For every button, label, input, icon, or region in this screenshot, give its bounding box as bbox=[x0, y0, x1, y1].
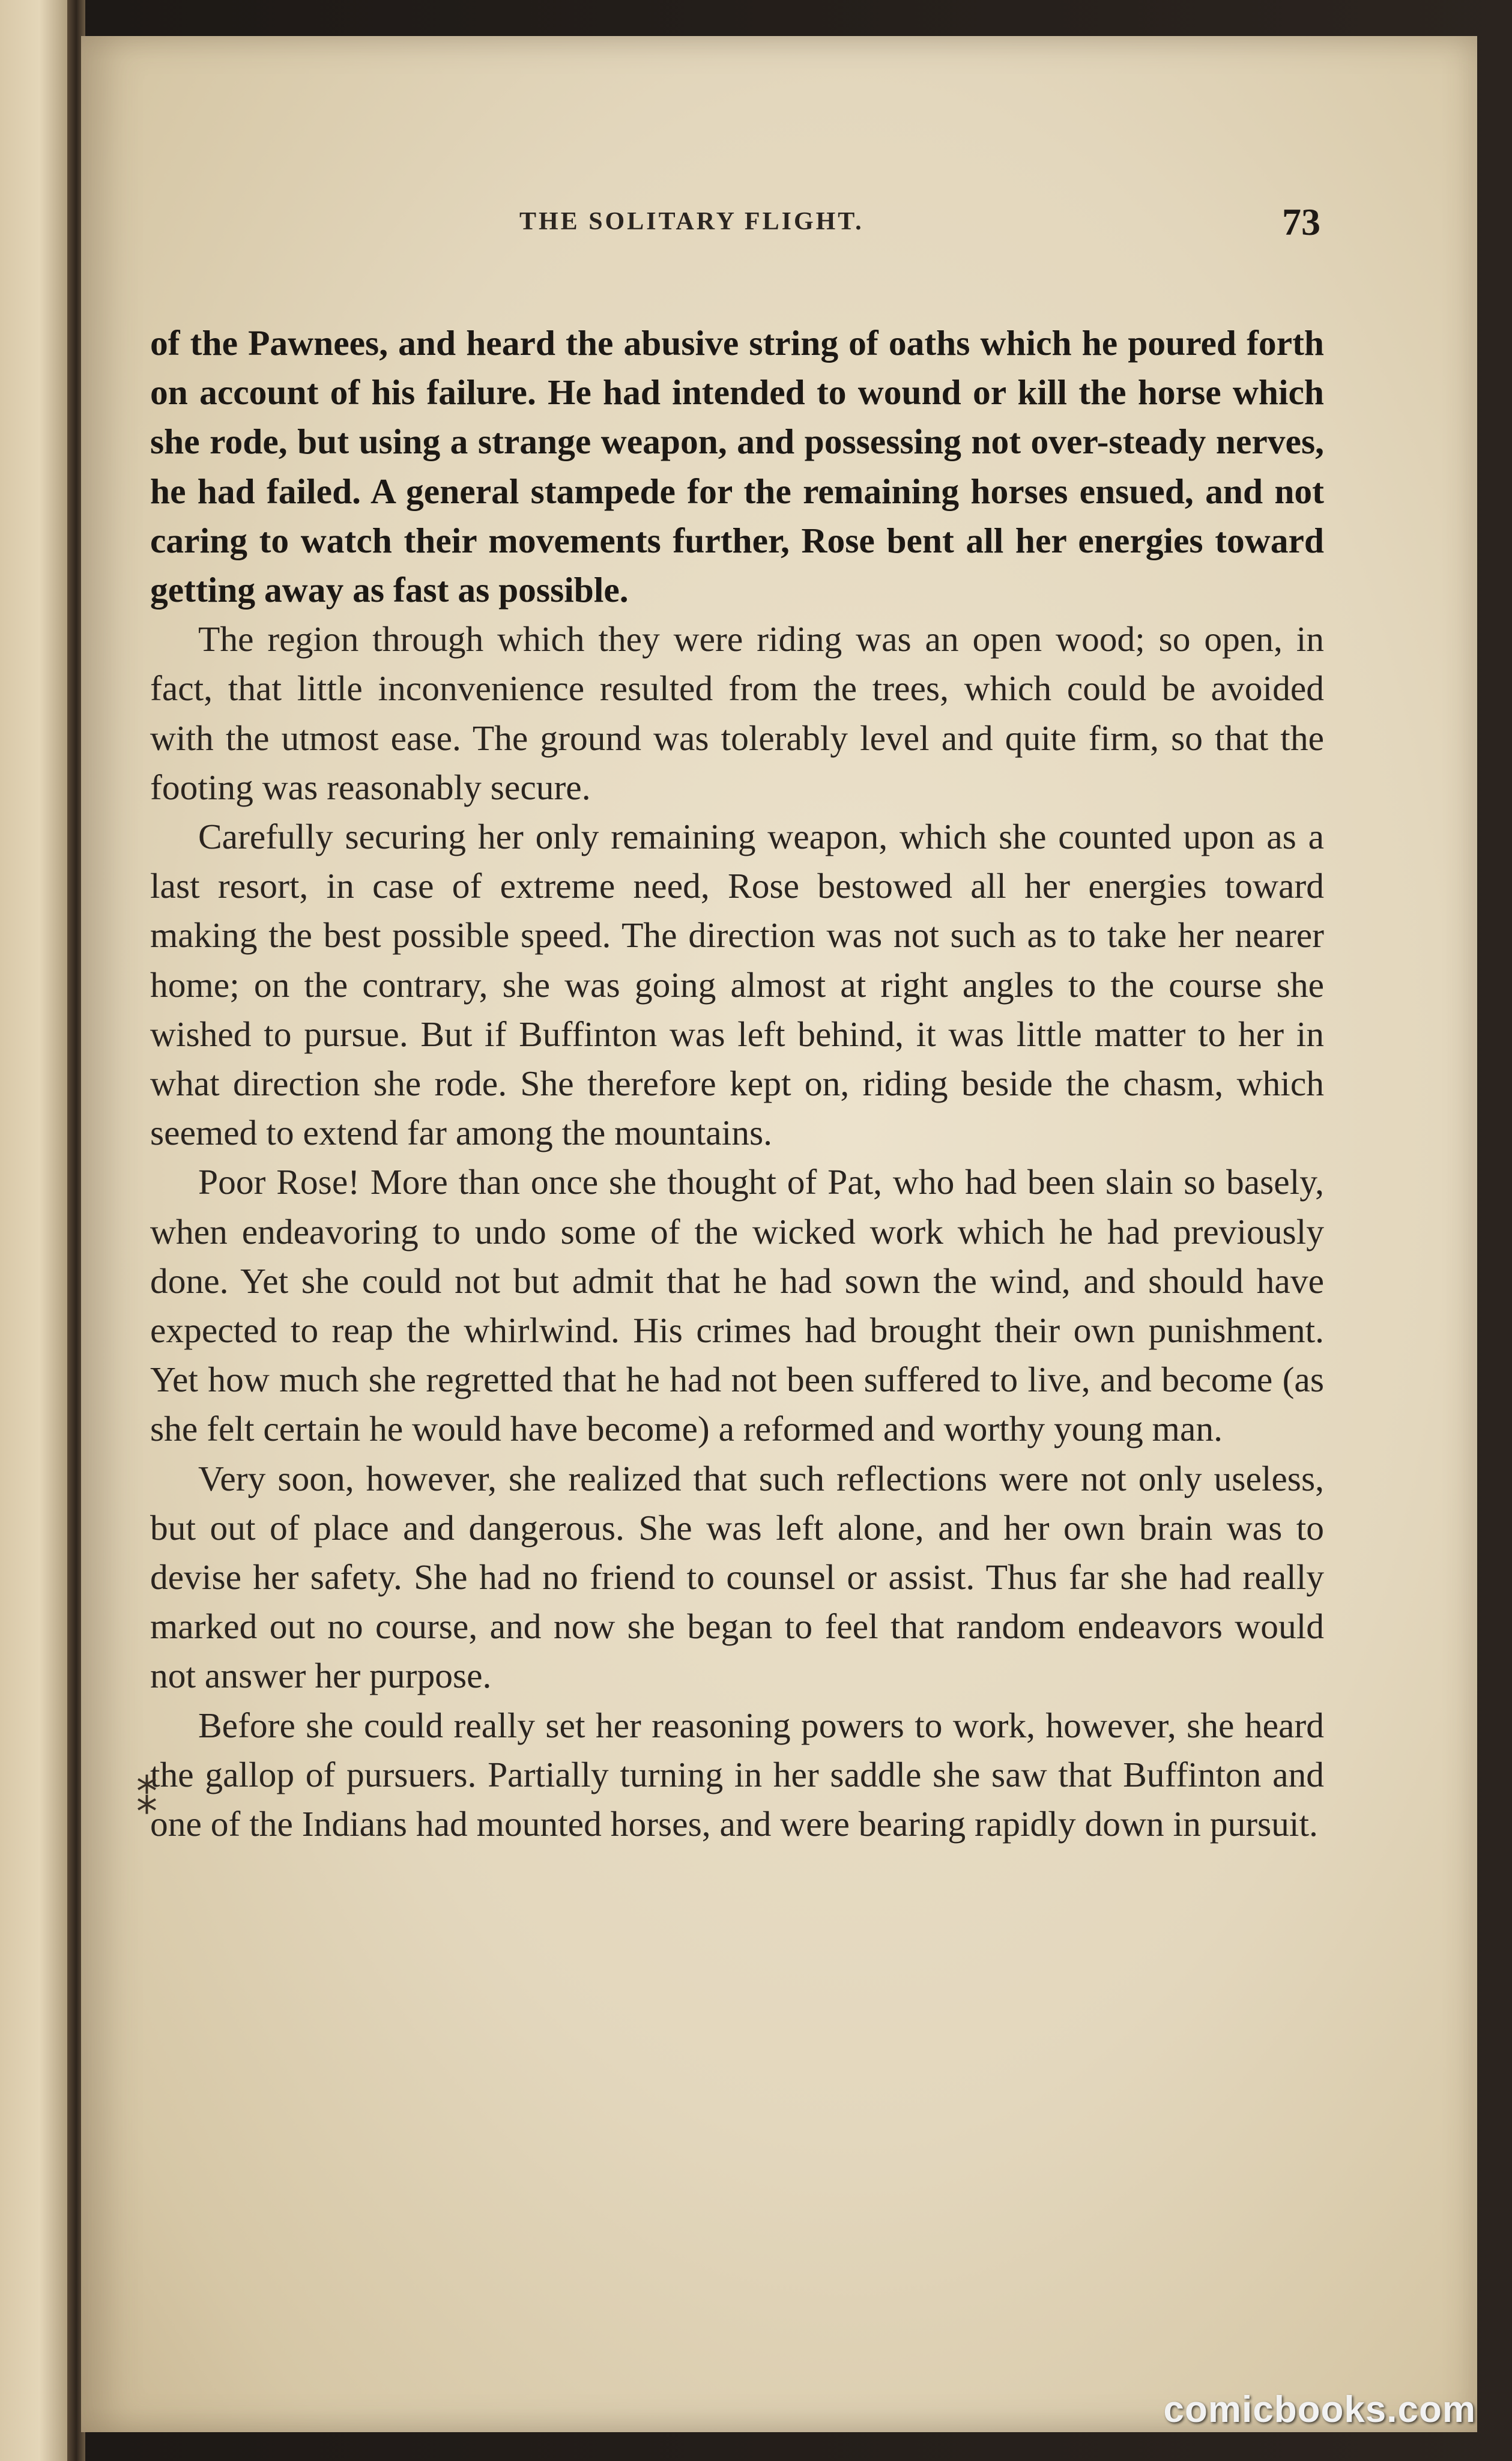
body-text bbox=[150, 318, 1324, 1848]
running-head bbox=[81, 201, 1477, 255]
page-number: 73 bbox=[1282, 201, 1320, 243]
paragraph: Very soon, however, she realized that such reflections were not only useless, but out of place and dangerous. She was left alone, and her own brain was to devise her safety. She had no friend to counsel or assist. Thus far she had really marked out no course, and now she began to feel that random endeavors would not answer her purpose. bbox=[150, 1458, 1324, 1696]
paragraph: of the Pawnees, and heard the abusive string of oaths which he poured forth on account of his failure. He had intended to wound or kill the horse which she rode, but using a strange weapon, and possessing not over-steady nerves, he had failed. A general stampede for the remaining horses ensued, and not caring to watch their movements further, Rose bent all her energies toward getting away as fast as possible. bbox=[150, 323, 1324, 610]
paragraph: Before she could really set her reasoning powers to work, however, she heard the gallop of pursuers. Partially turning in her saddle she saw that Buffinton and one of the Indians had mounted horses, and were bearing rapidly down in pursuit. bbox=[150, 1705, 1324, 1844]
paragraph: Poor Rose! More than once she thought of Pat, who had been slain so basely, when endeavoring to undo some of the wicked work which he had previously done. Yet she could not but admit that he had sown the wind, and should have expected to reap the whirlwind. His crimes had brought their own punishment. Yet how much she regretted that he had not been suffered to live, and become (as she felt certain he would have become) a reformed and worthy young man. bbox=[150, 1162, 1324, 1449]
watermark: comicbooks.com bbox=[1163, 2389, 1476, 2430]
paragraph: Carefully securing her only remaining weapon, which she counted upon as a last resort, in case of extreme need, Rose bestowed all her energies toward making the best possible speed. The direction was not such as to take her nearer home; on the contrary, she was going almost at right angles to the course she wished to pursue. But if Buffinton was left behind, it was little matter to her in what direction she rode. She therefore kept on, riding beside the chasm, which seemed to extend far among the mountains. bbox=[150, 817, 1324, 1153]
margin-pencil-mark: ⁑ bbox=[136, 1777, 157, 1823]
facing-page-edge bbox=[0, 0, 72, 2461]
paragraph: The region through which they were riding was an open wood; so open, in fact, that little inconvenience resulted from the trees, which could be avoided with the utmost ease. The ground was tolerably level and quite firm, so that the footing was reasonably secure. bbox=[150, 619, 1324, 807]
running-title: THE SOLITARY FLIGHT. bbox=[519, 208, 864, 235]
book-page bbox=[81, 36, 1477, 2432]
